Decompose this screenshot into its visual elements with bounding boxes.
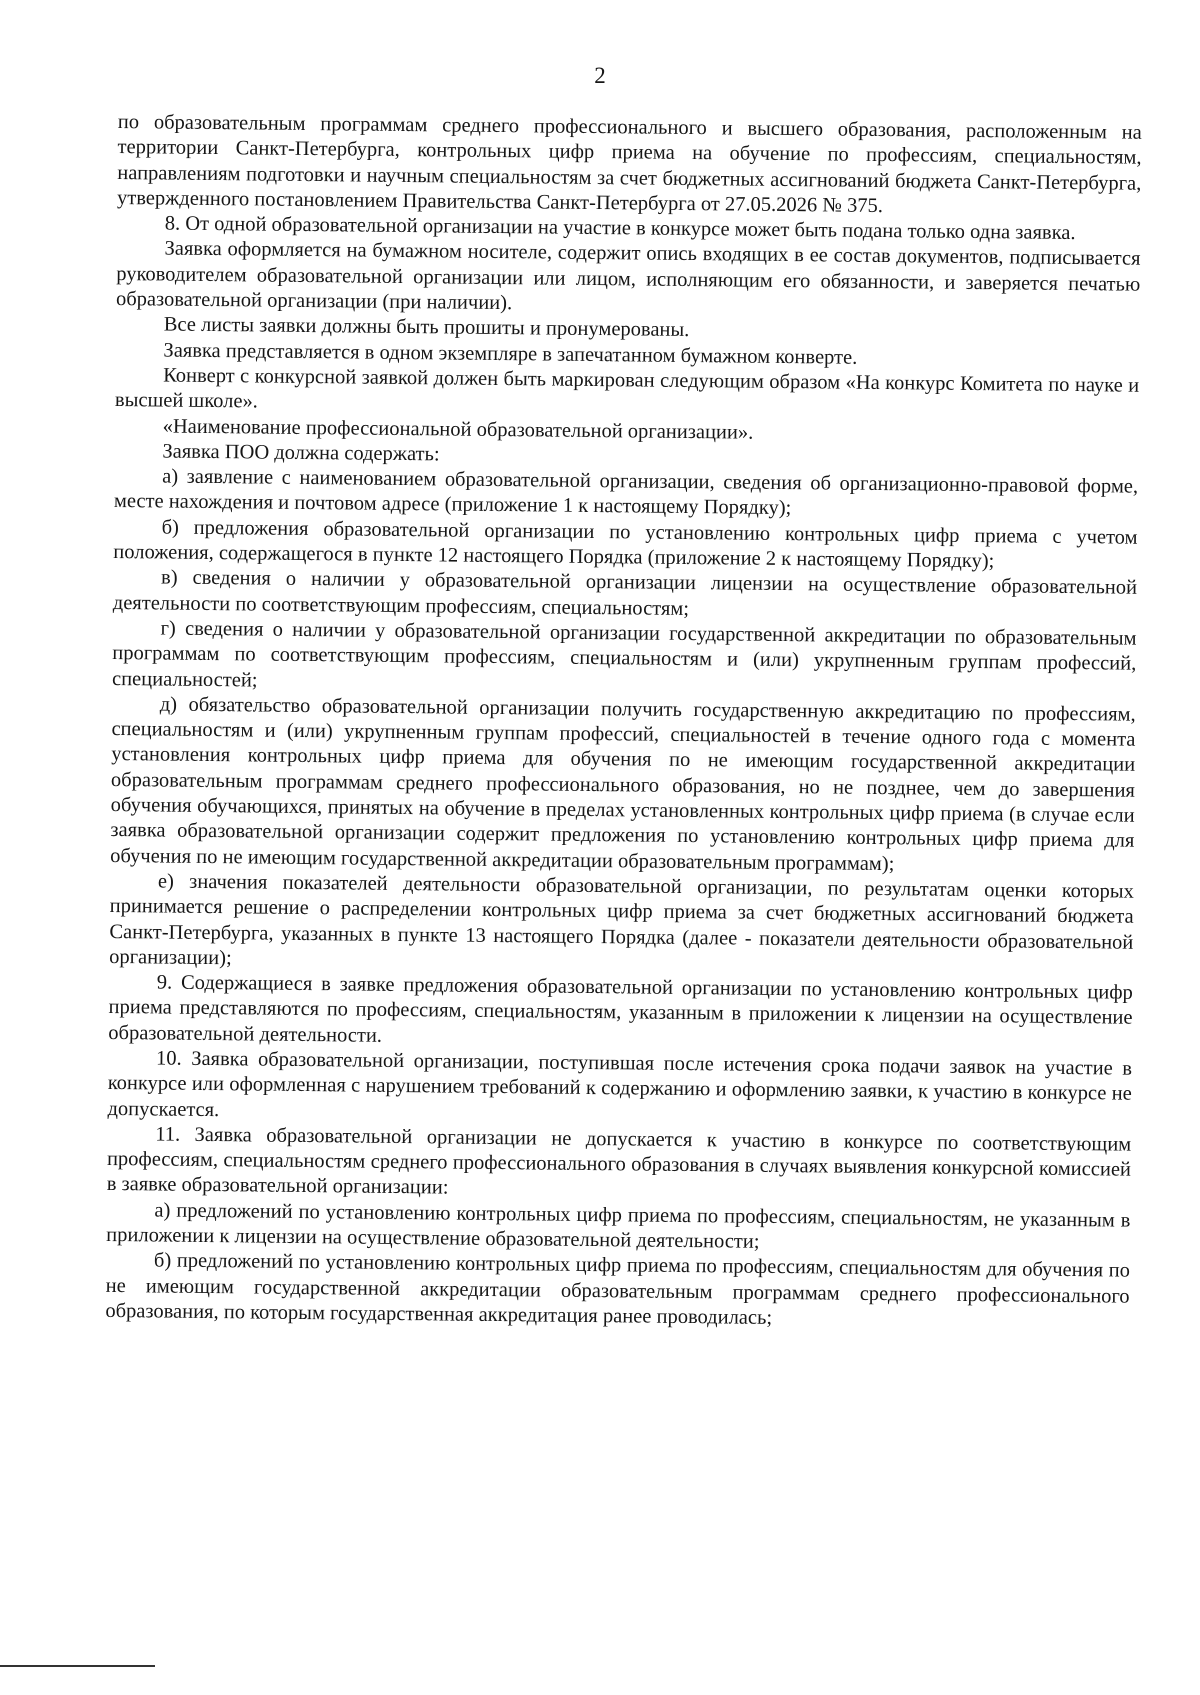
paragraph-item-10: 10. Заявка образовательной организации, поступившая после истечения срока подачи заявок на участие в конкурсе или оформленная с нарушением требований к содержанию и оформлению заявки, к участию в конкурсе не допускается.	[107, 1047, 1133, 1121]
footnote-rule	[0, 1665, 155, 1667]
paragraph-item-9: 9. Содержащиеся в заявке предложения образовательной организации по установлению контрольных цифр приема представляются по профессиям, специальностям, указанным в приложении к лицензии на осуществление образовательной деятельности.	[108, 971, 1133, 1047]
paragraph: «Наименование профессиональной образовательной организации».	[162, 415, 754, 444]
subitem-g: г) сведения о наличии у образовательной организации государственной аккредитации по образовательным программам по соответствующим профессиям, специальностям и (или) укрупненным группам профессий, специальностей;	[111, 617, 1137, 692]
subitem-a: а) предложений по установлению контрольных цифр приема по профессиям, специальностям, не указанным в приложении к лицензии на осуществление образовательной деятельности;	[106, 1199, 1131, 1253]
page-number: 2	[594, 63, 606, 88]
paragraph: Заявка оформляется на бумажном носителе, содержит опись входящих в ее состав документов, подписывается руководителем образовательной организации или лицом, исполняющим его обязанности, и заверяется печатью образовательной организации (при наличии).	[115, 237, 1141, 315]
paragraph: Конверт с конкурсной заявкой должен быть маркирован следующим образом «На конкурс Комитета по науке и высшей школе».	[114, 364, 1140, 413]
subitem-b: б) предложения образовательной организации по установлению контрольных цифр приема с учетом положения, содержащегося в пункте 12 настоящего Порядка (приложение 2 к настоящему Порядку);	[113, 516, 1138, 573]
paragraph: Все листы заявки должны быть прошиты и пронумерованы.	[163, 313, 690, 342]
paragraph: по образовательным программам среднего профессионального и высшего образования, расположенным на территории Санкт-Петербурга, контрольных цифр приема на обучение по профессиям, специальностям, направлениям подготовки и научным специальностям за счет бюджетных ассигнований бюджета Санкт-Петербурга, утвержденного постановлением Правительства Санкт-Петербурга от 27.05.2026 № 375.	[116, 110, 1142, 217]
subitem-b: б) предложений по установлению контрольных цифр приема по профессиям, специальностям для обучения по не имеющим государственной аккредитации образовательным программам среднего профессионального образования, по которым государственная аккредитация ранее проводилась;	[105, 1249, 1131, 1329]
subitem-d: д) обязательство образовательной организации получить государственную аккредитацию по профессиям, специальностям и (или) укрупненным группам профессий, специальностей в течение одного года с момента установления контрольных цифр приема для обучения по не имеющим государственной аккредитации образовательным программам среднего профессионального образования, но не позднее, чем до завершения обучения обучающихся, принятых на обучение в пределах установленных контрольных цифр приема (в случае если заявка образовательной организации содержит предложения по установлению контрольных цифр приема для обучения по не имеющим государственной аккредитации образовательным программам);	[110, 693, 1136, 875]
paragraph-item-8: 8. От одной образовательной организации на участие в конкурсе может быть подана только одна заявка.	[164, 212, 1076, 245]
subitem-e: е) значения показателей деятельности образовательной организации, по результатам оценки которых принимается решение о распределении контрольных цифр приема за счет бюджетных ассигнований бюджета Санкт-Петербурга, указанных в пункте 13 настоящего Порядка (далее - показатели деятельности образовательной организации);	[109, 870, 1134, 970]
paragraph: Заявка представляется в одном экземпляре в запечатанном бумажном конверте.	[163, 339, 858, 369]
subitem-a: а) заявление с наименованием образовательной организации, сведения об организационно-правовой форме, месте нахождения и почтовом адресе (приложение 1 к настоящему Порядку);	[113, 465, 1139, 520]
paragraph-item-11: 11. Заявка образовательной организации не допускается к участию в конкурсе по соответствующим профессиям, специальностям среднего профессионального образования в случаях выявления конкурсной комиссией в заявке образовательной организации:	[106, 1123, 1132, 1199]
subitem-v: в) сведения о наличии у образовательной организации лицензии на осуществление образовательной деятельности по соответствующим профессиям, специальностям;	[112, 566, 1138, 620]
document-body	[105, 110, 1142, 1335]
paragraph: Заявка ПОО должна содержать:	[162, 440, 440, 466]
